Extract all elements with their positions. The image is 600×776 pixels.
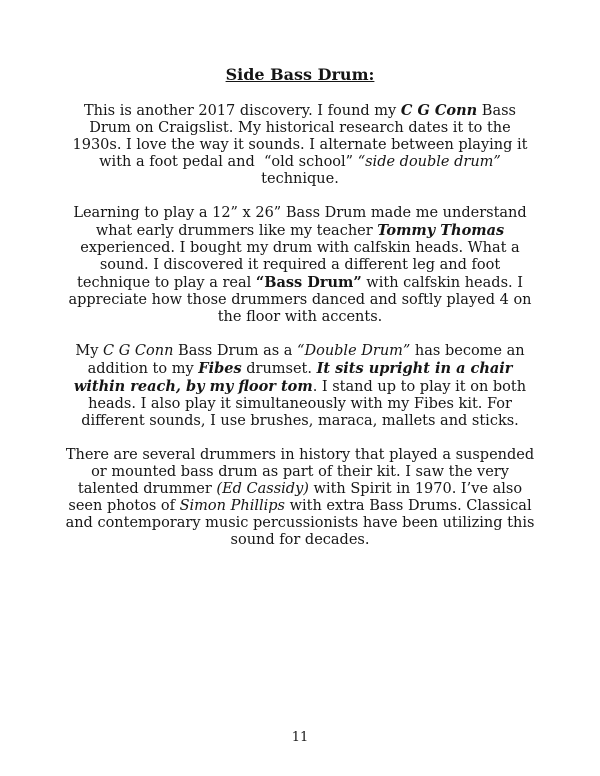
paragraph <box>64 102 536 188</box>
text-run: has become an addition to my <box>87 343 530 377</box>
text-run: “Double Drum” <box>297 343 411 359</box>
paragraph <box>64 205 536 326</box>
text-run: Fibes <box>198 360 242 377</box>
page-title: Side Bass Drum: <box>225 65 375 84</box>
text-run: My <box>75 343 104 359</box>
text-run: with Spirit in 1970. I’ve also seen photos of <box>68 481 527 514</box>
text-run: Bass Drum on Craigslist. My historical research dates it to the 1930s. I love the way it sounds. I alternate between playing it with a foot pedal and “old school” <box>72 103 533 170</box>
text-run: drumset. <box>241 361 317 377</box>
text-run: . I stand up to play it on both heads. I also play it simultaneously with my Fibes kit. For different sounds, I use brushes, maraca, mallets and sticks. <box>81 379 531 429</box>
text-run: (Ed Cassidy) <box>216 481 309 497</box>
text-run: with extra Bass Drums. Classical and contemporary music percussionists have been utilizing this sound for decades. <box>65 498 540 548</box>
paragraph <box>64 447 540 549</box>
text-run: Simon Phillips <box>179 498 285 514</box>
text-run: Tommy Thomas <box>377 222 505 239</box>
text-run: This is another 2017 discovery. I found my <box>84 103 401 119</box>
text-run: Bass Drum as a <box>173 343 298 359</box>
page-number: 11 <box>291 730 309 745</box>
text-run: C G Conn <box>400 102 478 119</box>
text-run: with calfskin heads. I appreciate how those drummers danced and softly played 4 on the floor with accents. <box>68 275 537 325</box>
text-run: There are several drummers in history that played a suspended or mounted bass drum as part of their kit. I saw the very talented drummer <box>65 447 539 497</box>
text-run: It sits upright in a chair within reach, by my floor tom <box>73 360 518 395</box>
text-run: Learning to play a 12” x 26” Bass Drum made me understand what early drummers like my teacher <box>73 205 532 239</box>
text-run: C G Conn <box>103 343 174 359</box>
text-run: “side double drum” <box>357 154 501 170</box>
text-run: “Bass Drum” <box>255 274 362 291</box>
text-run: technique. <box>261 154 506 187</box>
paragraph <box>64 343 536 430</box>
text-run: experienced. I bought my drum with calfskin heads. What a sound. I discovered it required a different leg and foot technique to play a real <box>77 223 525 291</box>
